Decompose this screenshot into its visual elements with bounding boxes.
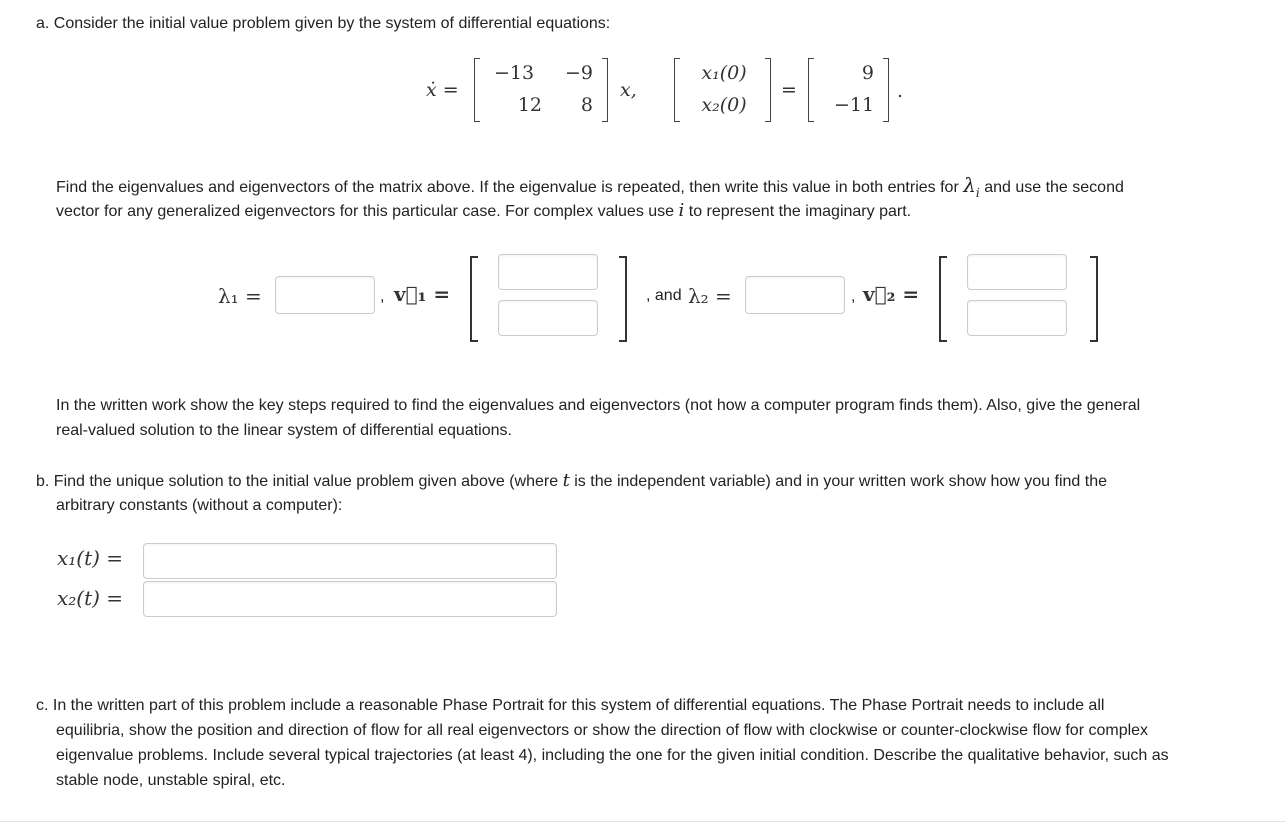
v2-label: v⃗₂ = — [863, 282, 920, 306]
instructions-text-3: vector for any generalized eigenvectors for this particular case. For complex values use — [56, 203, 675, 220]
v1-entry-1-input[interactable] — [498, 254, 598, 290]
lambda2-input[interactable] — [745, 276, 845, 314]
part-c-line-4: stable node, unstable spiral, etc. — [56, 772, 286, 789]
part-b-line-1 — [36, 468, 1107, 494]
ic-x1-0: x₁(0) — [701, 62, 747, 84]
ic-left-bracket — [674, 58, 680, 122]
matrix-a12: −9 — [564, 62, 593, 84]
instructions-text-1: Find the eigenvalues and eigenvectors of the matrix above. If the eigenvalue is repeated, then write this value in both entries for — [56, 179, 959, 196]
v2-entry-1-input[interactable] — [967, 254, 1067, 290]
v2-right-bracket — [1090, 256, 1098, 342]
ic-values-right-bracket — [883, 58, 889, 122]
instructions-text-2: and use the second — [984, 179, 1124, 196]
instructions-text-4: to represent the imaginary part. — [688, 203, 912, 220]
matrix-right-bracket — [602, 58, 608, 122]
eigen-answer-row — [0, 240, 1286, 350]
xdot-lhs: ẋ = — [426, 79, 459, 101]
lambda1-label: λ₁ = — [218, 284, 262, 308]
part-c-line-3: eigenvalue problems. Include several typical trajectories (at least 4), including the one for the given initial condition. Describe the qualitative behavior, such as — [56, 747, 1169, 764]
ic-right-bracket — [765, 58, 771, 122]
lambda-i-symbol — [963, 173, 980, 200]
lambda-i-sub: i — [975, 186, 980, 200]
x2-label: x₂(t) = — [57, 586, 124, 610]
system-equation — [0, 0, 1286, 140]
lambda1-input[interactable] — [275, 276, 375, 314]
v1-right-bracket — [619, 256, 627, 342]
ic-equals: = — [781, 79, 797, 101]
equation-period: . — [897, 80, 904, 102]
part-c-line-1: c. In the written part of this problem include a reasonable Phase Portrait for this system of differential equations. The Phase Portrait needs to include all — [36, 697, 1105, 714]
t-symbol: t — [562, 470, 570, 491]
matrix-a11: −13 — [494, 62, 535, 84]
part-a-intro: a. Consider the initial value problem given by the system of differential equations: — [36, 15, 611, 32]
comma-1: , — [380, 288, 385, 305]
matrix-left-bracket — [474, 58, 480, 122]
x1-label: x₁(t) = — [57, 546, 124, 570]
imaginary-symbol: i — [678, 200, 685, 221]
lambda2-label: λ₂ = — [688, 284, 732, 308]
instructions-line-2 — [56, 198, 911, 224]
matrix-a22: 8 — [580, 94, 593, 116]
lambda-i: λ — [963, 173, 976, 197]
matrix-a21: 12 — [517, 94, 542, 116]
written-work-line-1: In the written work show the key steps required to find the eigenvalues and eigenvectors (not how a computer program finds them). Also, give the general — [56, 397, 1141, 414]
ic-values-left-bracket — [808, 58, 814, 122]
x2-solution-input[interactable] — [143, 581, 557, 617]
and-text: , and — [646, 287, 682, 304]
v2-left-bracket — [939, 256, 947, 342]
v1-entry-2-input[interactable] — [498, 300, 598, 336]
part-b-text-2: is the independent variable) and in your written work show how you find the — [574, 473, 1107, 490]
part-c-line-2: equilibria, show the position and direction of flow for all real eigenvectors or show the direction of flow with clockwise or counter-clockwise flow for complex — [56, 722, 1149, 739]
x-variable: x, — [620, 79, 637, 101]
v1-left-bracket — [470, 256, 478, 342]
ic-value-1: 9 — [861, 62, 874, 84]
comma-2: , — [851, 288, 856, 305]
x1-solution-input[interactable] — [143, 543, 557, 579]
v2-entry-2-input[interactable] — [967, 300, 1067, 336]
written-work-line-2: real-valued solution to the linear system of differential equations. — [56, 422, 512, 439]
ic-x2-0: x₂(0) — [701, 94, 747, 116]
part-b-line-2: arbitrary constants (without a computer): — [56, 497, 343, 514]
bottom-divider — [0, 821, 1286, 822]
v1-label: v⃗₁ = — [394, 282, 451, 306]
ic-value-2: −11 — [834, 94, 875, 116]
part-b-text-1: b. Find the unique solution to the initial value problem given above (where — [36, 473, 559, 490]
